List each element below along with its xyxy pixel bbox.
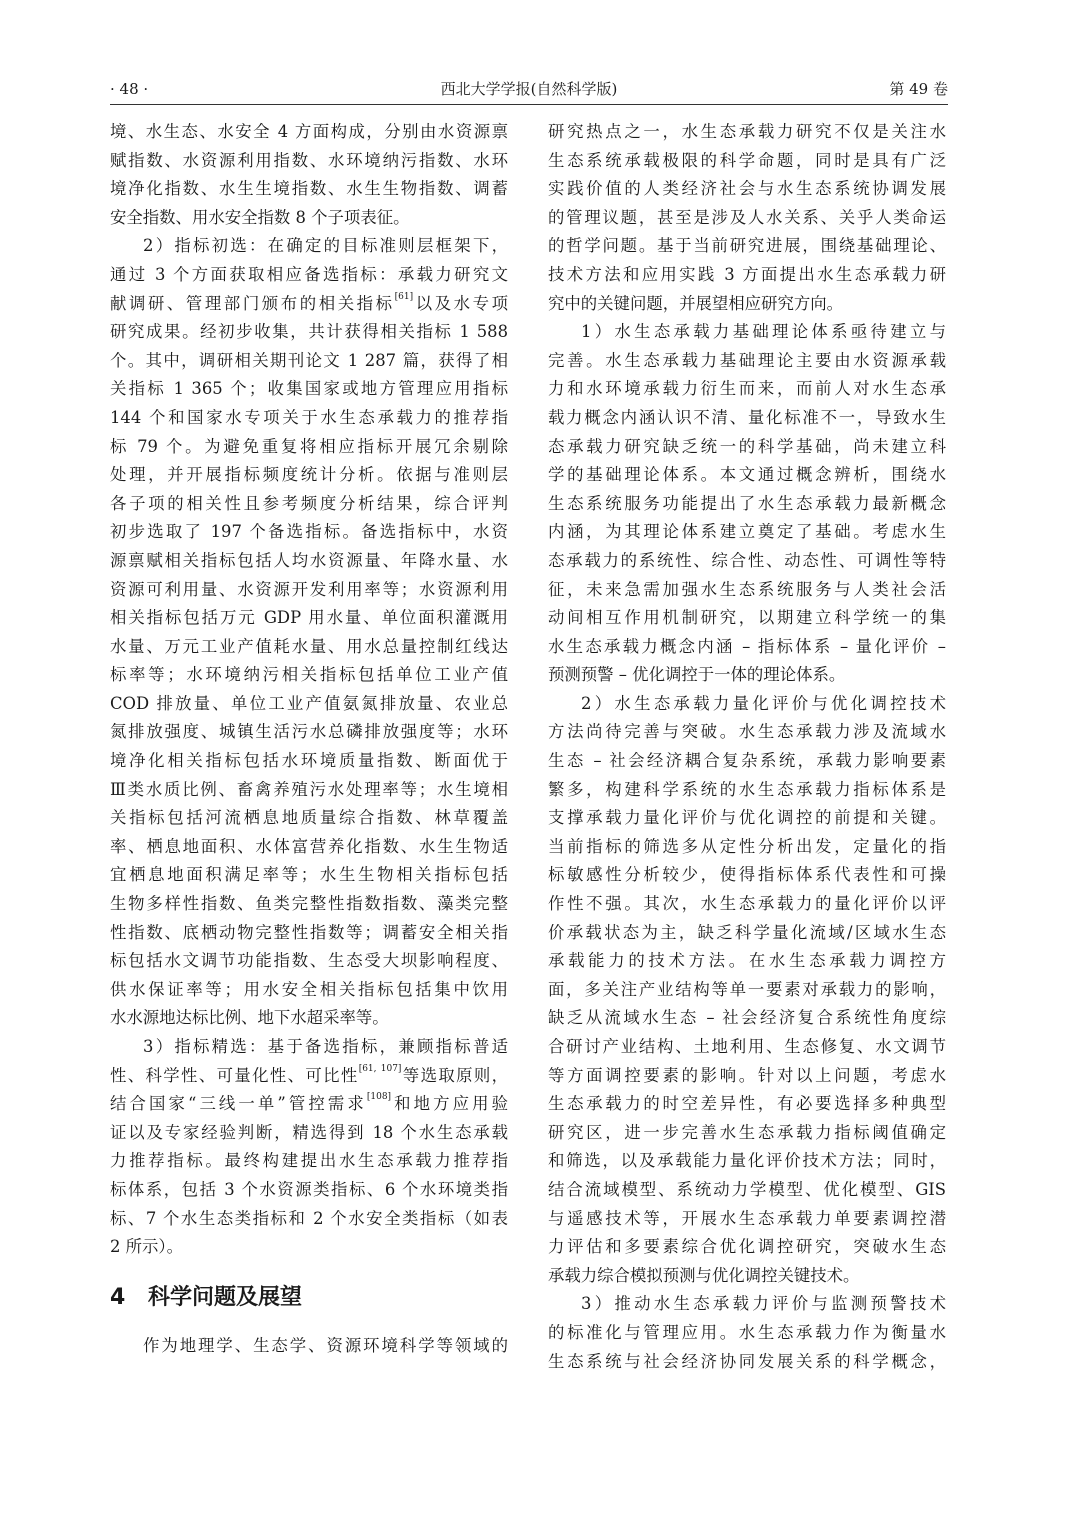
text-line-content: 2）水生态承载力量化评价与优化调控技术 — [581, 693, 946, 713]
text-line-content: 水量、万元工业产值耗水量、用水总量控制红线达 — [110, 636, 508, 656]
right-column-text — [548, 118, 946, 1376]
text-line-content: 的管理议题，甚至是涉及人水关系、关乎人类命运 — [548, 207, 946, 227]
text-line-content: Ⅲ类水质比例、畜禽养殖污水处理率等；水生境相 — [110, 779, 508, 799]
text-line — [548, 1119, 946, 1148]
text-line — [548, 833, 946, 862]
text-line-content: 等选取原则， — [401, 1065, 508, 1085]
text-line-content: 作性不强。其次，水生态承载力的量化评价以评 — [548, 894, 946, 914]
volume-label: 第 49 卷 — [889, 80, 948, 98]
text-line-content: 144 个和国家水专项关于水生态承载力的推荐指 — [110, 407, 508, 427]
text-line-content: 态承载力的系统性、综合性、动态性、可调性等特 — [548, 550, 946, 570]
text-line-content: 承载能力的技术方法。在水生态承载力调控方 — [548, 951, 946, 971]
text-line — [548, 175, 946, 204]
text-line — [110, 747, 508, 776]
text-line — [110, 890, 508, 919]
text-line-content: 承载力综合模拟预测与优化调控关键技术。 — [548, 1265, 860, 1285]
text-line-content: 预测预警 – 优化调控于一体的理论体系。 — [548, 665, 846, 685]
text-line-content: 内涵，为其理论体系建立奠定了基础。考虑水生 — [548, 522, 946, 542]
text-line-content: 生态 – 社会经济耦合复杂系统，承载力影响要素 — [548, 751, 946, 771]
text-line — [548, 518, 946, 547]
text-line-content: 与遥感技术等，开展水生态承载力单要素调控潜 — [548, 1208, 946, 1228]
text-line-content: 标率等；水环境纳污相关指标包括单位工业产值 — [110, 665, 508, 685]
text-line — [548, 433, 946, 462]
text-line-content: 3）指标精选：基于备选指标，兼顾指标普适 — [143, 1037, 508, 1056]
text-line-content: 结合国家“三线一单”管控需求 — [110, 1094, 367, 1114]
text-line — [110, 1062, 508, 1091]
text-line — [548, 1233, 946, 1262]
text-line — [110, 232, 508, 261]
text-line-content: 相关指标包括万元 GDP 用水量、单位面积灌溉用 — [110, 608, 508, 628]
text-line — [548, 861, 946, 890]
text-line-content: 境、水生态、水安全 4 方面构成，分别由水资源禀 — [110, 122, 508, 141]
text-line-content: 动间相互作用机制研究，以期建立科学统一的集 — [548, 608, 946, 628]
text-line-content: 研究成果。经初步收集，共计获得相关指标 1 588 — [110, 322, 508, 342]
text-line-content: 当前指标的筛选多从定性分析出发，定量化的指 — [548, 836, 946, 856]
text-line-content: 证以及专家经验判断，精选得到 18 个水生态承载 — [110, 1122, 508, 1142]
text-line-content: 性指数、底栖动物完整性指数等；调蓄安全相关指 — [110, 922, 508, 942]
text-line — [548, 1290, 946, 1319]
text-line — [110, 490, 508, 519]
text-line-content: 关指标 1 365 个；收集国家或地方管理应用指标 — [110, 379, 508, 399]
text-line — [548, 261, 946, 290]
text-line-content: 的标准化与管理应用。水生态承载力作为衡量水 — [548, 1322, 946, 1342]
text-line — [548, 1348, 946, 1377]
text-line — [548, 232, 946, 261]
text-line — [110, 147, 508, 176]
text-line-content: 源禀赋相关指标包括人均水资源量、年降水量、水 — [110, 550, 508, 570]
text-line — [548, 919, 946, 948]
text-line — [110, 461, 508, 490]
text-line — [548, 1176, 946, 1205]
text-line-content: 境净化指数、水生生境指数、水生生物指数、调蓄 — [110, 179, 508, 199]
text-line — [548, 1205, 946, 1234]
text-line — [110, 661, 508, 690]
text-line-content: 究中的关键问题，并展望相应研究方向。 — [548, 293, 844, 313]
text-line-content: 供水保证率等；用水安全相关指标包括集中饮用 — [110, 979, 508, 999]
text-line — [548, 461, 946, 490]
text-line — [548, 604, 946, 633]
text-line-content: 技术方法和应用实践 3 方面提出水生态承载力研 — [548, 264, 946, 284]
text-line-content: 结合流域模型、系统动力学模型、优化模型、GIS — [548, 1179, 946, 1199]
text-line — [110, 375, 508, 404]
text-line-content: 率、栖息地面积、水体富营养化指数、水生生物适 — [110, 836, 508, 856]
text-line-content: 关指标包括河流栖息地质量综合指数、林草覆盖 — [110, 808, 508, 828]
text-line — [110, 1233, 508, 1262]
text-line — [548, 147, 946, 176]
text-line-content: 实践价值的人类经济社会与水生态系统协调发展 — [548, 179, 946, 199]
text-line — [110, 1004, 508, 1033]
text-line — [110, 433, 508, 462]
citation-ref: [61] — [394, 291, 414, 302]
running-header — [110, 76, 948, 102]
section-number: 4 — [110, 1284, 126, 1310]
text-line-content: 生态系统承载极限的科学命题，同时是具有广泛 — [548, 150, 946, 170]
left-column — [110, 118, 508, 1360]
text-line — [110, 718, 508, 747]
text-line — [548, 547, 946, 576]
text-line-content: 以及水专项 — [413, 293, 508, 313]
text-line — [548, 1090, 946, 1119]
text-line-content: 通过 3 个方面获取相应备选指标：承载力研究文 — [110, 264, 508, 284]
text-line-content: 支撑承载力量化评价与优化调控的前提和关键。 — [548, 808, 946, 828]
text-line — [110, 1147, 508, 1176]
text-line-content: 征，未来急需加强水生态系统服务与人类社会活 — [548, 579, 946, 599]
text-line — [548, 290, 946, 319]
text-line — [548, 718, 946, 747]
text-line-content: 载力概念内涵认识不清、量化标准不一，导致水生 — [548, 407, 946, 427]
text-line — [548, 347, 946, 376]
text-line-content: 资源可利用量、水资源开发利用率等；水资源利用 — [110, 579, 508, 599]
text-line-content: 合研讨产业结构、土地利用、生态修复、水文调节 — [548, 1037, 946, 1056]
text-line-content: 标体系，包括 3 个水资源类指标、6 个水环境类指 — [110, 1179, 508, 1199]
text-line — [548, 1262, 946, 1291]
text-line — [110, 690, 508, 719]
text-line-content: 标 79 个。为避免重复将相应指标开展冗余剔除 — [110, 436, 508, 456]
text-line — [548, 890, 946, 919]
text-line — [548, 976, 946, 1005]
text-line-content: 1）水生态承载力基础理论体系亟待建立与 — [581, 322, 946, 342]
text-line-content: 处理，并开展指标频度统计分析。依据与准则层 — [110, 465, 508, 485]
text-line-content: 标包括水文调节功能指数、生态受大坝影响程度、 — [110, 951, 508, 971]
text-line-content: 宜栖息地面积满足率等；水生生物相关指标包括 — [110, 865, 508, 885]
text-line-content: 面，多关注产业结构等单一要素对承载力的影响， — [548, 979, 946, 999]
text-line-content: 氮排放强度、城镇生活污水总磷排放强度等；水环 — [110, 722, 508, 742]
text-line — [548, 747, 946, 776]
text-line — [548, 804, 946, 833]
text-line-content: 作为地理学、生态学、资源环境科学等领域的 — [143, 1335, 508, 1355]
text-line — [110, 404, 508, 433]
text-line — [548, 1319, 946, 1348]
text-line — [110, 318, 508, 347]
section-heading — [110, 1270, 508, 1326]
text-line-content: 研究区，进一步完善水生态承载力指标阈值确定 — [548, 1122, 946, 1142]
text-line-content: 价承载状态为主，缺乏科学量化流域/区域水生态 — [548, 922, 946, 942]
text-line-content: 力和水环境承载力衍生而来，而前人对水生态承 — [548, 379, 946, 399]
text-line — [110, 576, 508, 605]
text-line — [110, 1332, 508, 1361]
text-line-content: 安全指数、用水安全指数 8 个子项表征。 — [110, 207, 410, 227]
text-line — [110, 604, 508, 633]
text-line-content: 生态承载力的时空差异性，有必要选择多种典型 — [548, 1094, 946, 1114]
text-line — [548, 1033, 946, 1062]
text-line — [110, 547, 508, 576]
text-line — [548, 947, 946, 976]
text-line — [110, 118, 508, 147]
text-line-content: 生态系统与社会经济协同发展关系的科学概念， — [548, 1351, 946, 1371]
text-line-content: 生态系统服务功能提出了水生态承载力最新概念 — [548, 493, 946, 513]
text-line — [548, 204, 946, 233]
text-line — [548, 1147, 946, 1176]
text-line — [110, 175, 508, 204]
text-line — [548, 118, 946, 147]
text-line — [110, 833, 508, 862]
text-line-content: 研究热点之一，水生态承载力研究不仅是关注水 — [548, 122, 946, 141]
text-line-content: 方法尚待完善与突破。水生态承载力涉及流域水 — [548, 722, 946, 742]
text-line — [110, 204, 508, 233]
text-line — [548, 404, 946, 433]
text-line — [110, 1119, 508, 1148]
text-line-content: 的哲学问题。基于当前研究进展，围绕基础理论、 — [548, 236, 946, 256]
text-line-content: 初步选取了 197 个备选指标。备选指标中，水资 — [110, 522, 508, 542]
text-line — [110, 290, 508, 319]
text-line-content: 力评估和多要素综合优化调控研究，突破水生态 — [548, 1237, 946, 1257]
text-line — [548, 490, 946, 519]
text-line-content: COD 排放量、单位工业产值氨氮排放量、农业总 — [110, 693, 508, 713]
text-line — [548, 661, 946, 690]
journal-title: 西北大学学报(自然科学版) — [440, 80, 618, 98]
text-line-content: 2 所示）。 — [110, 1237, 184, 1257]
text-line-content: 标敏感性分析较少，使得指标体系代表性和可操 — [548, 865, 946, 885]
text-line-content: 学的基础理论体系。本文通过概念辨析，围绕水 — [548, 465, 946, 485]
left-column-text — [110, 118, 508, 1262]
text-line — [548, 633, 946, 662]
text-line-content: 和地方应用验 — [391, 1094, 508, 1114]
text-line-content: 水水源地达标比例、地下水超采率等。 — [110, 1008, 389, 1028]
text-line-content: 献调研、管理部门颁布的相关指标 — [110, 293, 395, 313]
left-column-after-section — [110, 1332, 508, 1361]
text-line-content: 个。其中，调研相关期刊论文 1 287 篇，获得了相 — [110, 350, 508, 370]
text-line-content: 生物多样性指数、鱼类完整性指数指数、藻类完整 — [110, 894, 508, 914]
text-line-content: 水生态承载力概念内涵 – 指标体系 – 量化评价 – — [548, 636, 946, 656]
text-line — [110, 1033, 508, 1062]
text-line — [110, 947, 508, 976]
text-line-content: 等方面调控要素的影响。针对以上问题，考虑水 — [548, 1065, 946, 1085]
text-line-content: 完善。水生态承载力基础理论主要由水资源承载 — [548, 350, 946, 370]
text-line-content: 态承载力研究缺乏统一的科学基础，尚未建立科 — [548, 436, 946, 456]
section-title: 科学问题及展望 — [148, 1284, 303, 1310]
text-line-content: 各子项的相关性且参考频度分析结果，综合评判 — [110, 493, 508, 513]
text-line-content: 缺乏从流域水生态 – 社会经济复合系统性角度综 — [548, 1008, 946, 1028]
text-line-content: 3）推动水生态承载力评价与监测预警技术 — [581, 1294, 946, 1314]
text-line — [110, 1176, 508, 1205]
text-line — [110, 976, 508, 1005]
text-line — [110, 261, 508, 290]
text-line — [548, 776, 946, 805]
text-line — [110, 804, 508, 833]
text-line — [110, 347, 508, 376]
text-line — [548, 318, 946, 347]
text-line — [110, 1205, 508, 1234]
text-line — [548, 1004, 946, 1033]
text-line-content: 2）指标初选：在确定的目标准则层框架下， — [143, 236, 508, 256]
text-line — [548, 690, 946, 719]
page-number: · 48 · — [110, 80, 149, 98]
text-line-content: 赋指数、水资源利用指数、水环境纳污指数、水环 — [110, 150, 508, 170]
citation-ref: [108] — [366, 1092, 392, 1103]
text-line — [110, 633, 508, 662]
text-line — [548, 1062, 946, 1091]
text-line — [110, 861, 508, 890]
text-line-content: 性、科学性、可量化性、可比性 — [110, 1065, 359, 1085]
text-line-content: 繁多，构建科学系统的水生态承载力指标体系是 — [548, 779, 946, 799]
text-line — [548, 375, 946, 404]
text-line-content: 和筛选，以及承载能力量化评价技术方法；同时， — [548, 1151, 946, 1171]
text-line — [110, 518, 508, 547]
text-line — [110, 919, 508, 948]
text-line-content: 力推荐指标。最终构建提出水生态承载力推荐指 — [110, 1151, 508, 1171]
text-line — [110, 776, 508, 805]
text-line-content: 境净化相关指标包括水环境质量指数、断面优于 — [110, 751, 508, 771]
text-line — [110, 1090, 508, 1119]
right-column — [548, 118, 946, 1376]
citation-ref: [61, 107] — [358, 1063, 402, 1074]
text-line — [548, 576, 946, 605]
header-rule — [110, 104, 948, 105]
text-line-content: 标、7 个水生态类指标和 2 个水安全类指标（如表 — [110, 1208, 508, 1228]
